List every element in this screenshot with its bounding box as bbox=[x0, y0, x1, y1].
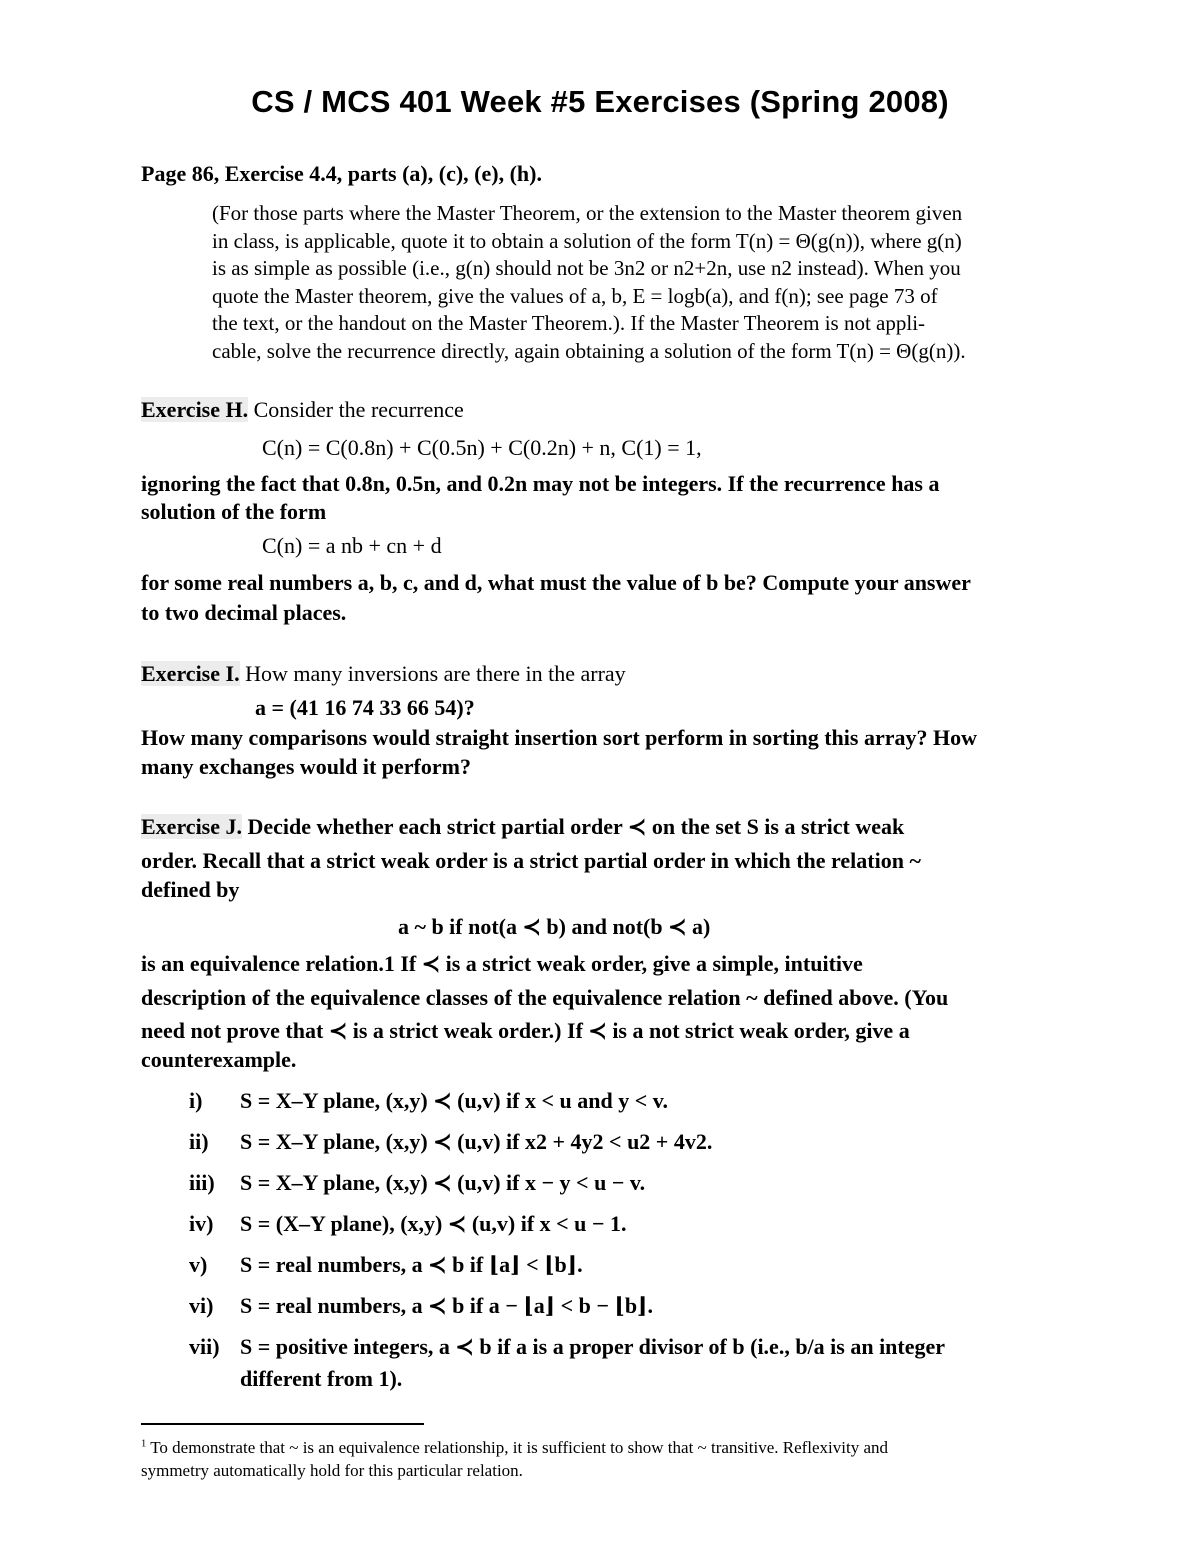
list-item-label: iv) bbox=[189, 1211, 214, 1236]
exercise-j-line3: is an equivalence relation.1 If ≺ is a strict weak order, give a simple, intuitive bbox=[141, 951, 863, 976]
exercise-j-line4: description of the equivalence classes of the equivalence relation ~ defined above. (You bbox=[141, 985, 949, 1010]
list-item: S = real numbers, a ≺ b if ⌊a⌋ < ⌊b⌋. bbox=[240, 1252, 583, 1277]
exercise-i-label: Exercise I. bbox=[141, 661, 240, 686]
list-item: S = real numbers, a ≺ b if a − ⌊a⌋ < b − ⌊b⌋. bbox=[240, 1293, 653, 1318]
exercise-i-array: a = (41 16 74 33 66 54)? bbox=[255, 695, 475, 720]
list-item: S = X–Y plane, (x,y) ≺ (u,v) if x < u and y < v. bbox=[240, 1088, 669, 1113]
exercise-i-heading bbox=[141, 661, 626, 687]
exercise-j-relation: a ~ b if not(a ≺ b) and not(b ≺ a) bbox=[398, 914, 711, 939]
exercise-h-line3: for some real numbers a, b, c, and d, what must the value of b be? Compute your answer bbox=[141, 570, 971, 595]
list-item-continuation: different from 1). bbox=[240, 1366, 403, 1391]
section1-line: is as simple as possible (i.e., g(n) should not be 3n2 or n2+2n, use n2 instead). When you bbox=[212, 256, 961, 280]
footnote bbox=[141, 1436, 1041, 1482]
exercise-j-heading bbox=[141, 814, 904, 840]
section-heading-page86: Page 86, Exercise 4.4, parts (a), (c), (e), (h). bbox=[141, 161, 542, 186]
section1-line: cable, solve the recurrence directly, again obtaining a solution of the form T(n) = Θ(g(n)). bbox=[212, 338, 966, 363]
exercise-i-line2: many exchanges would it perform? bbox=[141, 754, 471, 779]
list-item-label: v) bbox=[189, 1252, 208, 1277]
list-item-label: vi) bbox=[189, 1293, 214, 1318]
exercise-j-line2: defined by bbox=[141, 877, 240, 902]
list-item-label: iii) bbox=[189, 1170, 215, 1195]
section1-instructions bbox=[212, 200, 966, 365]
footnote-line1: To demonstrate that ~ is an equivalence relationship, it is sufficient to show that ~ transitive. Reflexivity and bbox=[150, 1438, 889, 1457]
section1-line: quote the Master theorem, give the values of a, b, E = logb(a), and f(n); see page 73 of bbox=[212, 283, 938, 308]
exercise-i-line1: How many comparisons would straight insertion sort perform in sorting this array? How bbox=[141, 725, 977, 750]
exercise-j-line5: need not prove that ≺ is a strict weak order.) If ≺ is a not strict weak order, give a bbox=[141, 1018, 910, 1043]
exercise-j-line6: counterexample. bbox=[141, 1047, 297, 1072]
exercise-h-line2: solution of the form bbox=[141, 499, 327, 524]
exercise-h-equation: C(n) = C(0.8n) + C(0.5n) + C(0.2n) + n, C(1) = 1, bbox=[262, 435, 702, 460]
section1-line: in class, is applicable, quote it to obtain a solution of the form T(n) = Θ(g(n)), where g(n) bbox=[212, 228, 962, 253]
list-item-label: ii) bbox=[189, 1129, 209, 1154]
exercise-h-intro: Consider the recurrence bbox=[253, 397, 464, 422]
list-item: S = positive integers, a ≺ b if a is a proper divisor of b (i.e., b/a is an integer bbox=[240, 1334, 946, 1359]
exercise-h-line1: ignoring the fact that 0.8n, 0.5n, and 0.2n may not be integers. If the recurrence has a bbox=[141, 471, 940, 496]
exercise-h-line4: to two decimal places. bbox=[141, 600, 347, 625]
list-item-label: i) bbox=[189, 1088, 203, 1113]
footnote-line2: symmetry automatically hold for this particular relation. bbox=[141, 1461, 523, 1480]
exercise-h-form: C(n) = a nb + cn + d bbox=[262, 533, 442, 558]
footnote-mark: 1 bbox=[141, 1438, 147, 1450]
list-item-label: vii) bbox=[189, 1334, 220, 1359]
exercise-h-heading bbox=[141, 397, 464, 423]
list-item: S = (X–Y plane), (x,y) ≺ (u,v) if x < u − 1. bbox=[240, 1211, 627, 1236]
list-item: S = X–Y plane, (x,y) ≺ (u,v) if x2 + 4y2 < u2 + 4v2. bbox=[240, 1129, 713, 1154]
exercise-j-label: Exercise J. bbox=[141, 814, 243, 839]
exercise-i-intro: How many inversions are there in the array bbox=[245, 661, 626, 686]
page-title: CS / MCS 401 Week #5 Exercises (Spring 2008) bbox=[251, 84, 949, 119]
section1-line: (For those parts where the Master Theorem, or the extension to the Master theorem given bbox=[212, 201, 963, 225]
exercise-j-intro: Decide whether each strict partial order ≺ on the set S is a strict weak bbox=[247, 814, 905, 839]
list-item: S = X–Y plane, (x,y) ≺ (u,v) if x − y < u − v. bbox=[240, 1170, 646, 1195]
exercise-h-label: Exercise H. bbox=[141, 397, 249, 422]
exercise-j-line1: order. Recall that a strict weak order is a strict partial order in which the relation ~ bbox=[141, 848, 921, 873]
section1-line: the text, or the handout on the Master Theorem.). If the Master Theorem is not appli- bbox=[212, 311, 926, 335]
footnote-divider bbox=[141, 1423, 424, 1425]
